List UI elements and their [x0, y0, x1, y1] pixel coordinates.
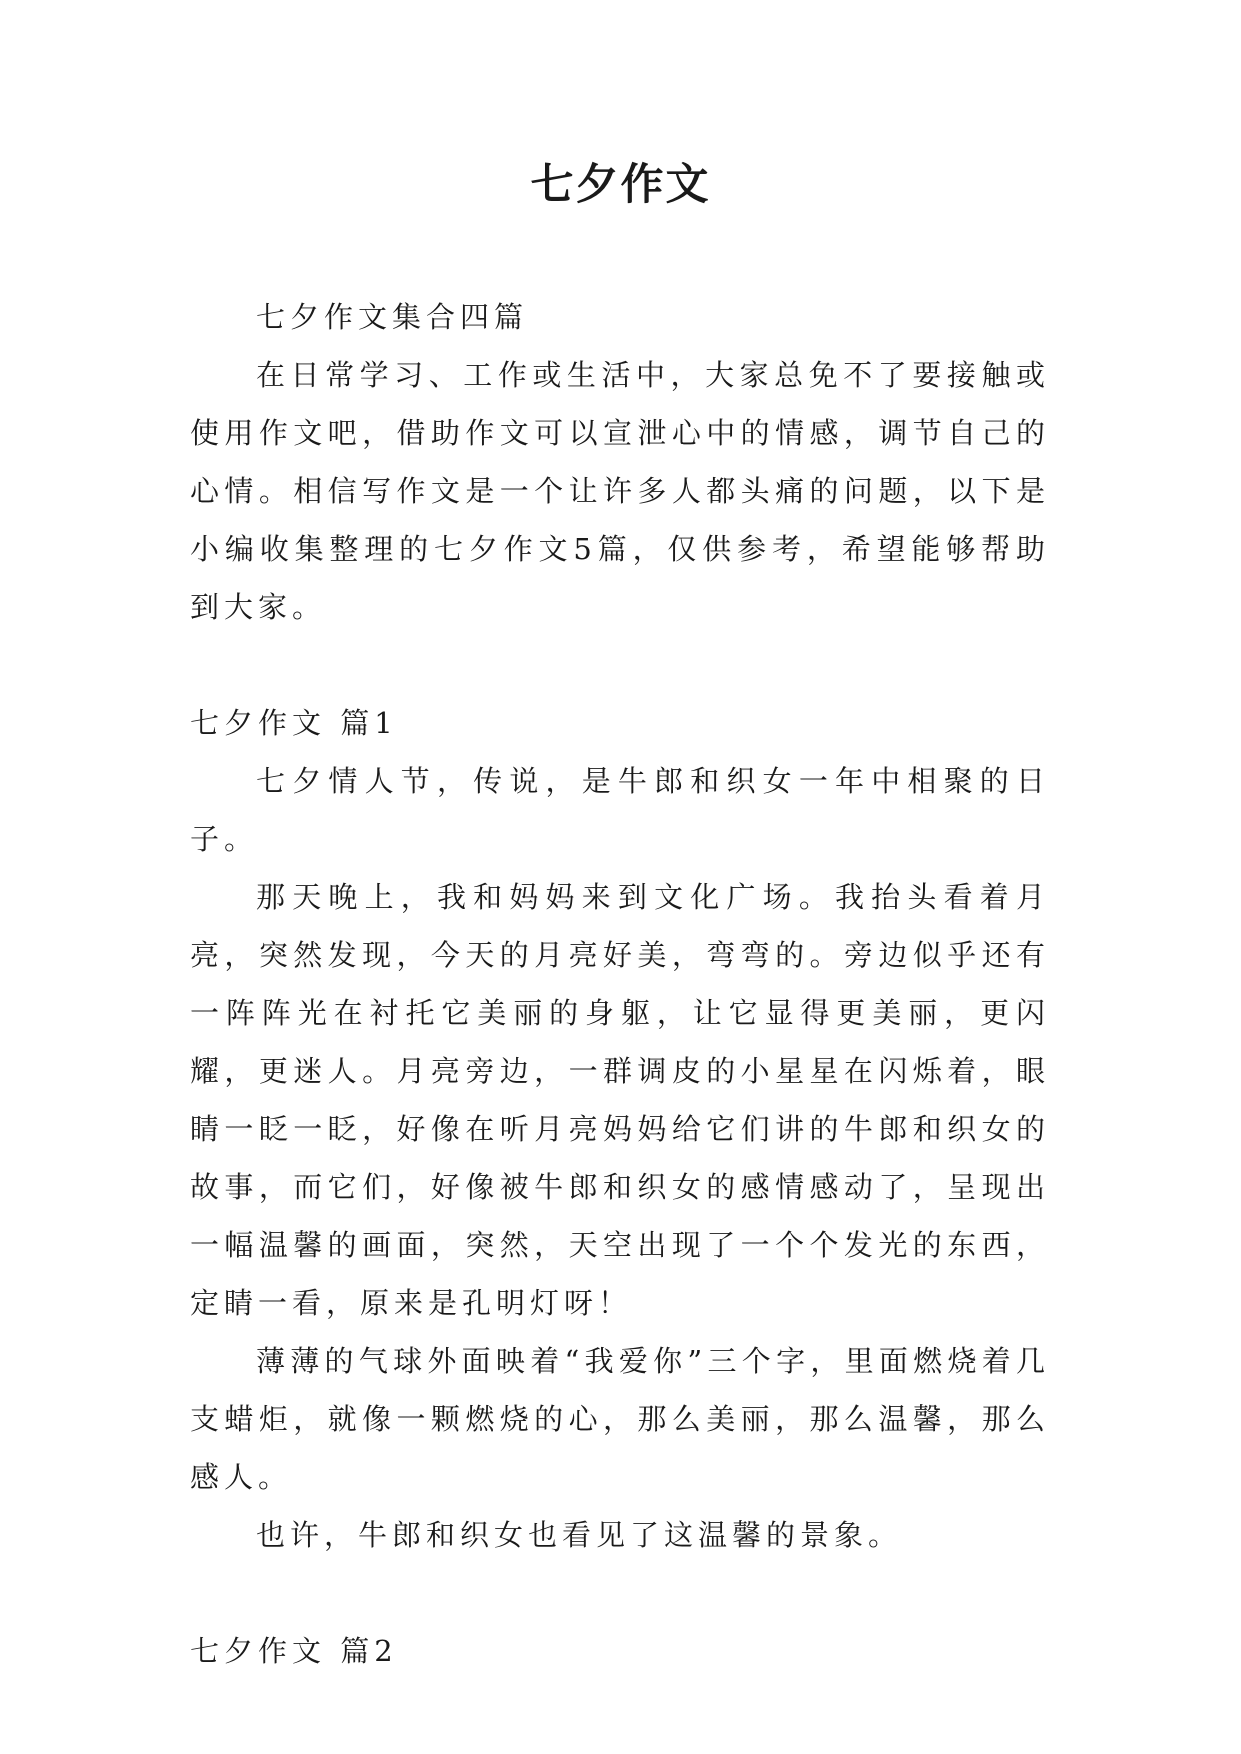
document-body [190, 288, 1050, 1680]
section-1-paragraph-1: 七夕情人节，传说，是牛郎和织女一年中相聚的日子。 [190, 764, 1050, 856]
intro-paragraph: 在日常学习、工作或生活中，大家总免不了要接触或使用作文吧，借助作文可以宣泄心中的情感，调节自己的心情。相信写作文是一个让许多人都头痛的问题，以下是小编收集整理的七夕作文5篇，仅供参考，希望能够帮助到大家。 [190, 358, 1050, 624]
section-1-paragraph-3: 薄薄的气球外面映着“我爱你”三个字，里面燃烧着几支蜡炬，就像一颗燃烧的心，那么美丽，那么温馨，那么感人。 [190, 1344, 1050, 1494]
document-title: 七夕作文 [530, 160, 711, 210]
section-1-paragraph-2: 那天晚上，我和妈妈来到文化广场。我抬头看着月亮，突然发现，今天的月亮好美，弯弯的。旁边似乎还有一阵阵光在衬托它美丽的身躯，让它显得更美丽，更闪耀，更迷人。月亮旁边，一群调皮的小星星在闪烁着，眼睛一眨一眨，好像在听月亮妈妈给它们讲的牛郎和织女的故事，而它们，好像被牛郎和织女的感情感动了，呈现出一幅温馨的画面，突然，天空出现了一个个发光的东西，定睛一看，原来是孔明灯呀！ [190, 880, 1050, 1320]
intro-heading: 七夕作文集合四篇 [256, 300, 529, 334]
section-1-paragraph-4: 也许，牛郎和织女也看见了这温馨的景象。 [256, 1518, 903, 1552]
section-1-heading: 七夕作文 篇1 [190, 706, 398, 740]
section-2-heading: 七夕作文 篇2 [190, 1634, 398, 1668]
